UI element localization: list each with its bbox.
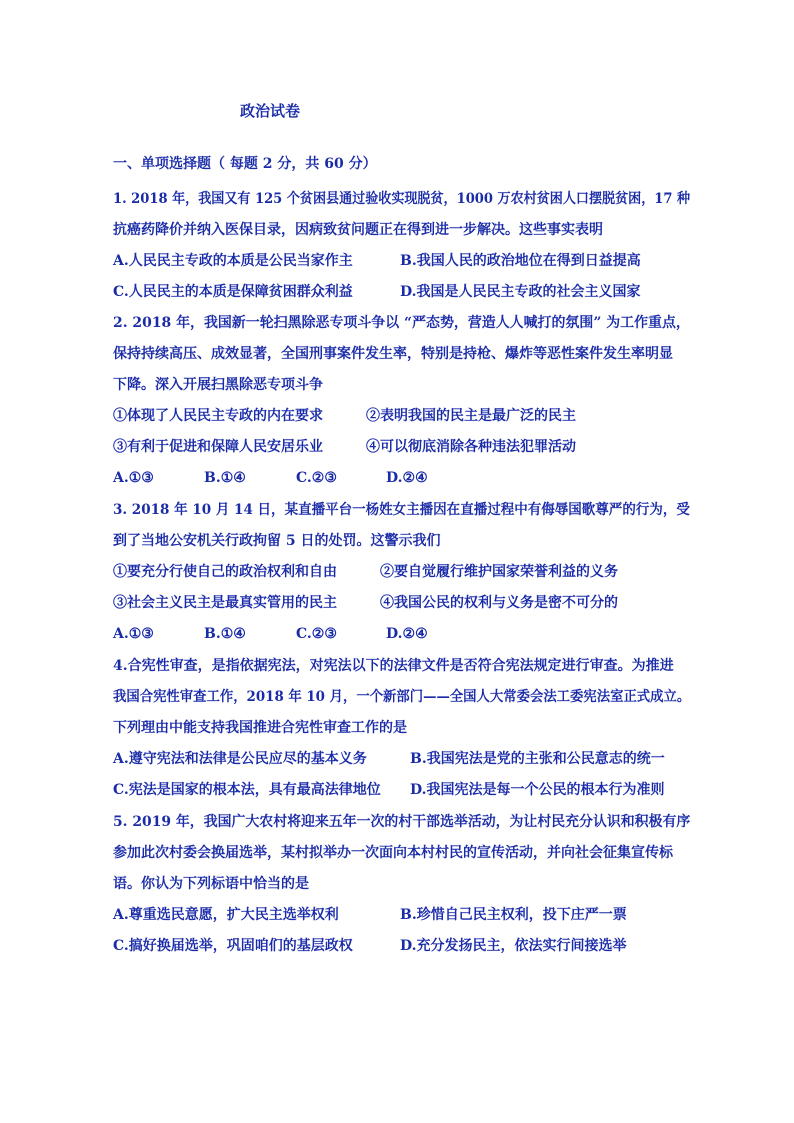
- q2-option-d: D.②④: [386, 470, 428, 486]
- q4-stem-line-2: 我国合宪性审查工作，2018 年 10 月，一个新部门——全国人大常委会法工委宪法室正式成立。: [113, 689, 691, 705]
- q5-option-a: A.尊重选民意愿，扩大民主选举权利: [113, 907, 339, 923]
- q3-option-d: D.②④: [386, 626, 428, 642]
- q1-option-a: A.人民民主专政的本质是公民当家作主: [113, 253, 353, 269]
- q2-stem-line-2: 保持持续高压、成效显著，全国刑事案件发生率，特别是持枪、爆炸等恶性案件发生率明显: [113, 346, 673, 362]
- q5-stem-line-1: 5. 2019 年，我国广大农村将迎来五年一次的村干部选举活动，为让村民充分认识和积极有序: [113, 814, 691, 830]
- q4-option-a: A.遵守宪法和法律是公民应尽的基本义务: [113, 751, 367, 767]
- q1-option-b: B.我国人民的政治地位在得到日益提高: [400, 253, 641, 269]
- q2-stem-line-1: 2. 2018 年，我国新一轮扫黑除恶专项斗争以 “严态势，营造人人喊打的氛围” 为工作重点，: [113, 315, 690, 331]
- q1-stem-line-1: 1. 2018 年，我国又有 125 个贫困县通过验收实现脱贫，1000 万农村贫困人口摆脱贫困，17 种: [113, 191, 691, 207]
- q5-option-d: D.充分发扬民主，依法实行间接选举: [400, 938, 627, 954]
- q5-stem-line-2: 参加此次村委会换届选举，某村拟举办一次面向本村村民的宣传活动，并向社会征集宣传标: [113, 845, 673, 861]
- section-header: 一、单项选择题（ 每题 2 分，共 60 分）: [113, 156, 377, 172]
- q2-statement-1: ①体现了人民民主专政的内在要求: [113, 408, 323, 424]
- q3-statement-2: ②要自觉履行维护国家荣誉利益的义务: [380, 564, 618, 580]
- q3-stem-line-2: 到了当地公安机关行政拘留 5 日的处罚。这警示我们: [113, 533, 441, 549]
- q5-stem-line-3: 语。你认为下列标语中恰当的是: [113, 876, 309, 892]
- q1-stem-line-2: 抗癌药降价并纳入医保目录，因病致贫问题正在得到进一步解决。这些事实表明: [113, 222, 603, 238]
- q2-statement-4: ④可以彻底消除各种违法犯罪活动: [366, 439, 576, 455]
- q3-stem-line-1: 3. 2018 年 10 月 14 日，某直播平台一杨姓女主播因在直播过程中有侮辱国歌尊严的行为，受: [113, 502, 690, 518]
- q5-option-b: B.珍惜自己民主权利，投下庄严一票: [400, 907, 627, 923]
- q4-option-d: D.我国宪法是每一个公民的根本行为准则: [410, 782, 665, 798]
- q3-statement-4: ④我国公民的权利与义务是密不可分的: [380, 595, 618, 611]
- q4-option-c: C.宪法是国家的根本法，具有最高法律地位: [113, 782, 381, 798]
- q4-stem-line-1: 4.合宪性审查，是指依据宪法，对宪法以下的法律文件是否符合宪法规定进行审查。为推进: [113, 658, 674, 674]
- q4-stem-line-3: 下列理由中能支持我国推进合宪性审查工作的是: [113, 720, 407, 736]
- q3-option-a: A.①③: [113, 626, 154, 642]
- q4-option-b: B.我国宪法是党的主张和公民意志的统一: [410, 751, 665, 767]
- q2-option-a: A.①③: [113, 470, 154, 486]
- q3-option-c: C.②③: [296, 626, 337, 642]
- q3-statement-3: ③社会主义民主是最真实管用的民主: [113, 595, 337, 611]
- q2-stem-line-3: 下降。深入开展扫黑除恶专项斗争: [113, 377, 323, 393]
- q3-option-b: B.①④: [204, 626, 246, 642]
- q1-option-c: C.人民民主的本质是保障贫困群众利益: [113, 284, 353, 300]
- q3-statement-1: ①要充分行使自己的政治权利和自由: [113, 564, 337, 580]
- q2-option-b: B.①④: [204, 470, 246, 486]
- q5-option-c: C.搞好换届选举，巩固咱们的基层政权: [113, 938, 353, 954]
- q2-statement-3: ③有利于促进和保障人民安居乐业: [113, 439, 323, 455]
- page-title: 政治试卷: [240, 102, 301, 120]
- q2-statement-2: ②表明我国的民主是最广泛的民主: [366, 408, 576, 424]
- q1-option-d: D.我国是人民民主专政的社会主义国家: [400, 284, 641, 300]
- q2-option-c: C.②③: [296, 470, 337, 486]
